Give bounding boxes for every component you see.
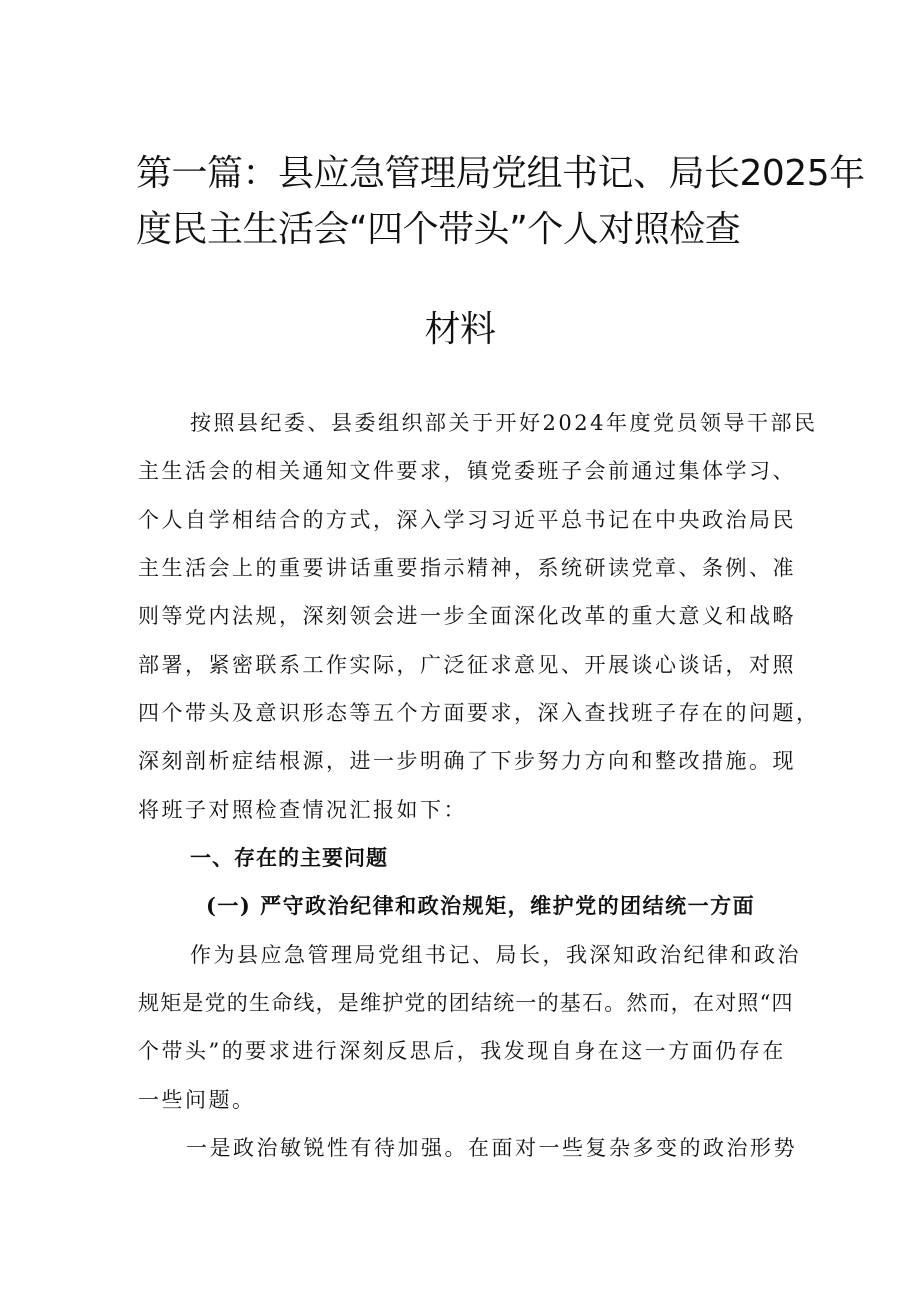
para2-line-3: 个带头”的要求进行深刻反思后，我发现自身在这一方面仍存在 [138, 1039, 786, 1063]
intro-line-7: 四个带头及意识形态等五个方面要求，深入查找班子存在的问题， [138, 701, 820, 725]
document-title-line-2: 度民主生活会“四个带头”个人对照检查 [136, 209, 741, 250]
document-title-line-3: 材料 [424, 309, 496, 350]
subsection-heading: (一) 严守政治纪律和政治规矩，维护党的团结统一方面 [206, 893, 756, 918]
intro-line-5: 则等党内法规，深刻领会进一步全面深化改革的重大意义和战略 [138, 604, 796, 628]
para2-line-1: 作为县应急管理局党组书记、局长，我深知政治纪律和政治 [190, 943, 801, 967]
intro-line-3: 个人自学相结合的方式，深入学习习近平总书记在中央政治局民 [138, 508, 796, 532]
document-title-line-1: 第一篇：县应急管理局党组书记、局长2025年 [136, 153, 865, 194]
intro-line-8: 深刻剖析症结根源，进一步明确了下步努力方向和整改措施。现 [138, 749, 796, 773]
intro-line-2: 主生活会的相关通知文件要求，镇党委班子会前通过集体学习、 [138, 459, 796, 483]
intro-line-4: 主生活会上的重要讲话重要指示精神，系统研读党章、条例、准 [138, 556, 796, 580]
para2-line-2: 规矩是党的生命线，是维护党的团结统一的基石。然而，在对照“四 [138, 991, 794, 1015]
intro-line-1: 按照县纪委、县委组织部关于开好2024年度党员领导干部民 [190, 411, 818, 435]
intro-line-6: 部署，紧密联系工作实际，广泛征求意见、开展谈心谈话，对照 [138, 653, 796, 677]
section-heading: 一、存在的主要问题 [190, 846, 388, 870]
intro-line-9: 将班子对照检查情况汇报如下： [138, 798, 467, 822]
para2-line-4: 一些问题。 [138, 1088, 256, 1112]
para3-line-1: 一是政治敏锐性有待加强。在面对一些复杂多变的政治形势 [186, 1136, 797, 1160]
